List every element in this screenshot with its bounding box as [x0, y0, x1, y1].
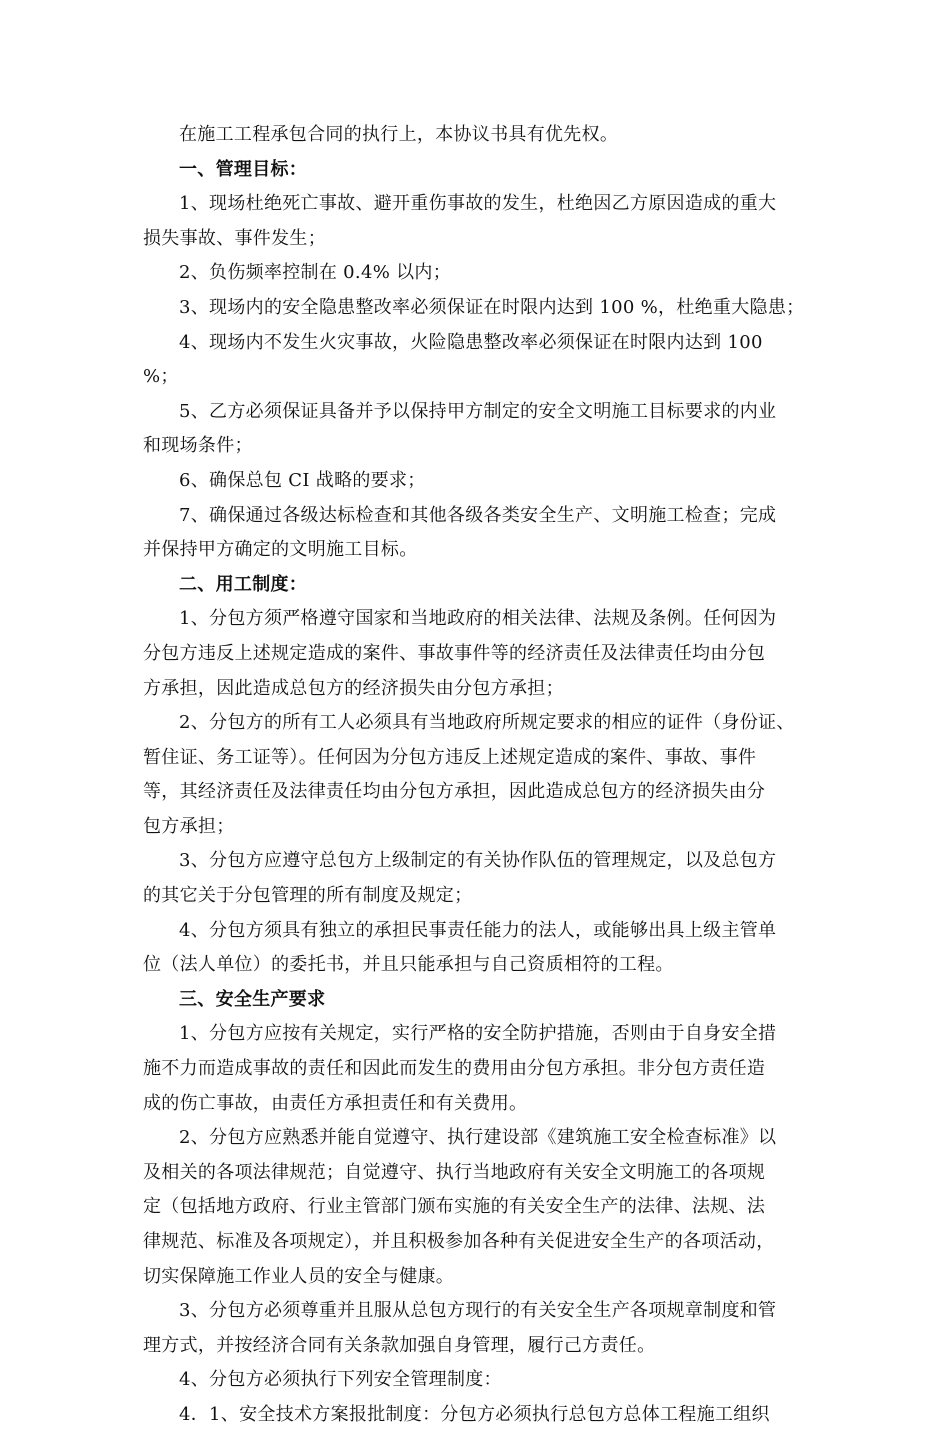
section-heading: 二、用工制度： [179, 573, 308, 595]
paragraph-line: 并保持甲方确定的文明施工目标。 [143, 539, 418, 561]
paragraph-line: 2、分包方应熟悉并能自觉遵守、执行建设部《建筑施工安全检查标准》以 [179, 1127, 777, 1149]
paragraph-line: 等，其经济责任及法律责任均由分包方承担，因此造成总包方的经济损失由分 [143, 781, 766, 803]
paragraph-line: 1、现场杜绝死亡事故、避开重伤事故的发生，杜绝因乙方原因造成的重大 [179, 193, 777, 215]
paragraph-line: 律规范、标准及各项规定），并且积极参加各种有关促进安全生产的各项活动， [143, 1231, 775, 1252]
paragraph-line: 理方式，并按经济合同有关条款加强自身管理，履行己方责任。 [143, 1334, 656, 1356]
paragraph-line: 在施工工程承包合同的执行上，本协议书具有优先权。 [179, 124, 619, 145]
paragraph-line: 3、分包方必须尊重并且服从总包方现行的有关安全生产各项规章制度和管 [179, 1300, 777, 1322]
paragraph-line: 4、分包方须具有独立的承担民事责任能力的法人，或能够出具上级主管单 [179, 919, 777, 941]
paragraph-line: 定（包括地方政府、行业主管部门颁布实施的有关安全生产的法律、法规、法 [143, 1196, 766, 1218]
paragraph-line: 及相关的各项法律规范；自觉遵守、执行当地政府有关安全文明施工的各项规 [143, 1161, 766, 1183]
paragraph-line: 的其它关于分包管理的所有制度及规定； [143, 885, 473, 907]
section-heading: 一、管理目标： [179, 158, 308, 180]
paragraph-line: 分包方违反上述规定造成的案件、事故事件等的经济责任及法律责任均由分包 [143, 642, 766, 664]
section-heading: 三、安全生产要求 [179, 988, 326, 1010]
paragraph-line: 3、现场内的安全隐患整改率必须保证在时限内达到 100 %，杜绝重大隐患； [179, 296, 805, 318]
paragraph-line: 和现场条件； [143, 435, 253, 457]
paragraph-line: 4．1、安全技术方案报批制度：分包方必须执行总包方总体工程施工组织 [179, 1403, 770, 1425]
paragraph-line: 成的伤亡事故，由责任方承担责任和有关费用。 [143, 1092, 528, 1114]
paragraph-line: 位（法人单位）的委托书，并且只能承担与自己资质相符的工程。 [143, 954, 674, 976]
paragraph-line: 4、分包方必须执行下列安全管理制度： [179, 1369, 502, 1391]
paragraph-line: 施不力而造成事故的责任和因此而发生的费用由分包方承担。非分包方责任造 [143, 1058, 766, 1080]
paragraph-line: 2、负伤频率控制在 0.4% 以内； [179, 262, 452, 284]
paragraph-line: 暂住证、务工证等）。任何因为分包方违反上述规定造成的案件、事故、事件 [143, 746, 757, 768]
paragraph-line: 4、现场内不发生火灾事故，火险隐患整改率必须保证在时限内达到 100 [179, 331, 763, 353]
paragraph-line: %； [143, 366, 179, 388]
paragraph-line: 5、乙方必须保证具备并予以保持甲方制定的安全文明施工目标要求的内业 [179, 400, 777, 422]
paragraph-line: 损失事故、事件发生； [143, 227, 326, 249]
paragraph-line: 切实保障施工作业人员的安全与健康。 [143, 1265, 455, 1287]
paragraph-line: 方承担，因此造成总包方的经济损失由分包方承担； [143, 677, 564, 699]
paragraph-line: 包方承担； [143, 815, 235, 837]
document-page [143, 118, 823, 1433]
paragraph-line: 1、分包方应按有关规定，实行严格的安全防护措施，否则由于自身安全措 [179, 1023, 777, 1045]
paragraph-line: 6、确保总包 CI 战略的要求； [179, 469, 426, 491]
paragraph-line: 7、确保通过各级达标检查和其他各级各类安全生产、文明施工检查；完成 [179, 504, 777, 526]
paragraph-line: 2、分包方的所有工人必须具有当地政府所规定要求的相应的证件（身份证、 [179, 712, 795, 734]
paragraph-line: 1、分包方须严格遵守国家和当地政府的相关法律、法规及条例。任何因为 [179, 608, 777, 630]
paragraph-line: 3、分包方应遵守总包方上级制定的有关协作队伍的管理规定，以及总包方 [179, 850, 777, 872]
